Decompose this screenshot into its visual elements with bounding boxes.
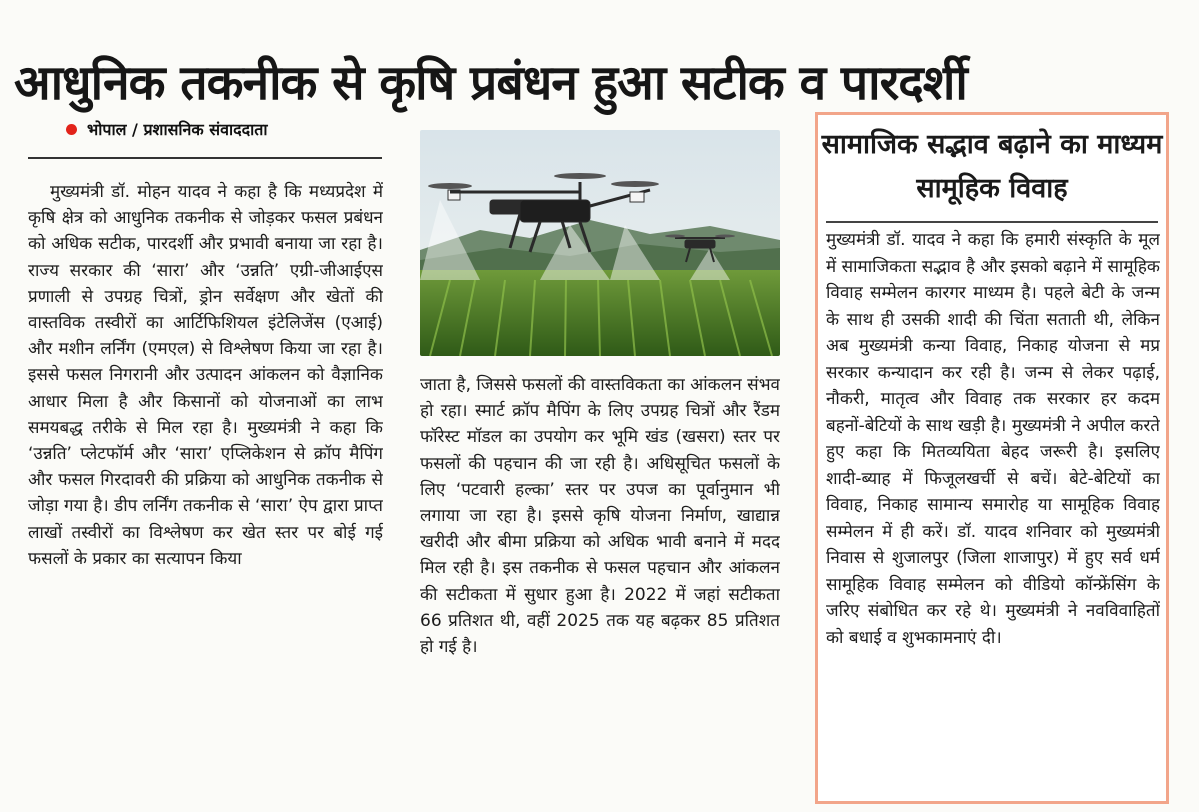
sidebar-body <box>826 227 1160 797</box>
byline-divider <box>28 157 382 159</box>
article-column-2 <box>420 372 780 810</box>
byline <box>66 118 268 140</box>
sidebar-box <box>815 112 1169 804</box>
sidebar-title: सामाजिक सद्भाव बढ़ाने का माध्यम सामूहिक विवाह <box>821 129 1163 204</box>
bullet-dot-icon <box>66 124 77 135</box>
article-text-col1: मुख्यमंत्री डॉ. मोहन यादव ने कहा है कि मध्यप्रदेश में कृषि क्षेत्र को आधुनिक तकनीक से जोड़कर फसल प्रबंधन को अधिक सटीक, पारदर्शी और प्रभावी बनाया जा रहा है। राज्य सरकार की ‘सारा’ और ‘उन्नति’ एग्री-जीआईएस प्रणाली से उपग्रह चित्रों, ड्रोन सर्वेक्षण और खेतों की वास्तविक तस्वीरों का आर्टिफिशियल इंटेलिजेंस (एआई) और मशीन लर्निंग (एमएल) से विश्लेषण किया जा रहा है। इससे फसल निगरानी और उत्पादन आंकलन को वैज्ञानिक आधार मिला है और किसानों को योजनाओं का लाभ समयबद्ध तरीके से मिल रहा है। मुख्यमंत्री ने कहा कि ‘उन्नति’ प्लेटफॉर्म और ‘सारा’ एप्लिकेशन से क्रॉप मैपिंग और फसल गिरदावरी की प्रक्रिया को आधुनिक तकनीक से जोड़ा गया है। डीप लर्निंग तकनीक से ‘सारा’ ऐप द्वारा प्राप्त लाखों तस्वीरों का विश्लेषण कर खेत स्तर पर बोई गई फसलों के प्रकार का सत्यापन किया <box>28 182 383 569</box>
sidebar-text: मुख्यमंत्री डॉ. यादव ने कहा कि हमारी संस्कृति के मूल में सामाजिकता सद्भाव है और इसको बढ़ाने में सामूहिक विवाह सम्मेलन कारगर माध्यम है। पहले बेटी के जन्म के साथ ही उसकी शादी की चिंता सताती थी, लेकिन अब मुख्यमंत्री कन्या विवाह, निकाह योजना से मप्र सरकार कन्यादान कर रही है। जन्म से लेकर पढ़ाई, नौकरी, मातृत्व और विवाह तक सरकार हर कदम बहनों-बेटियों के साथ खड़ी है। मुख्यमंत्री ने अपील करते हुए कहा कि मितव्ययिता बेहद जरूरी है। इसलिए शादी-ब्याह में फिजूलखर्ची से बचें। बेटे-बेटियों का विवाह, निकाह सामान्य समारोह या सामूहिक विवाह सम्मेलन में ही करें। डॉ. यादव शनिवार को मुख्यमंत्री निवास से शुजालपुर (जिला शाजापुर) में हुए सर्व धर्म सामूहिक विवाह सम्मेलन को वीडियो कॉन्फ्रेंसिंग के जरिए संबोधित कर रहे थे। मुख्यमंत्री ने नवविवाहितों को बधाई व शुभकामनाएं दी। <box>826 230 1160 648</box>
headline: आधुनिक तकनीक से कृषि प्रबंधन हुआ सटीक व पारदर्शी <box>14 55 967 112</box>
drone-photo-icon <box>420 130 780 356</box>
article-column-1 <box>28 179 383 809</box>
sidebar-divider <box>826 221 1158 223</box>
article-text-col2: जाता है, जिससे फसलों की वास्तविकता का आंकलन संभव हो रहा। स्मार्ट क्रॉप मैपिंग के लिए उपग्रह चित्रों और रैंडम फॉरेस्ट मॉडल का उपयोग कर भूमि खंड (खसरा) स्तर पर फसलों की पहचान की जा रही है। अधिसूचित फसलों के लिए ‘पटवारी हल्का’ स्तर पर उपज का पूर्वानुमान भी लगाया जा रहा है। इससे कृषि योजना निर्माण, खाद्यान्न खरीदी और बीमा प्रक्रिया को अधिक भावी बनाने में मदद मिल रही है। इस तकनीक से फसल पहचान और आंकलन की सटीकता में सुधार हुआ है। 2022 में जहां सटीकता 66 प्रतिशत थी, वहीं 2025 तक यह बढ़कर 85 प्रतिशत हो गई है। <box>420 375 780 658</box>
drone-field-photo <box>420 130 780 356</box>
byline-text: भोपाल / प्रशासनिक संवाददाता <box>87 120 268 139</box>
